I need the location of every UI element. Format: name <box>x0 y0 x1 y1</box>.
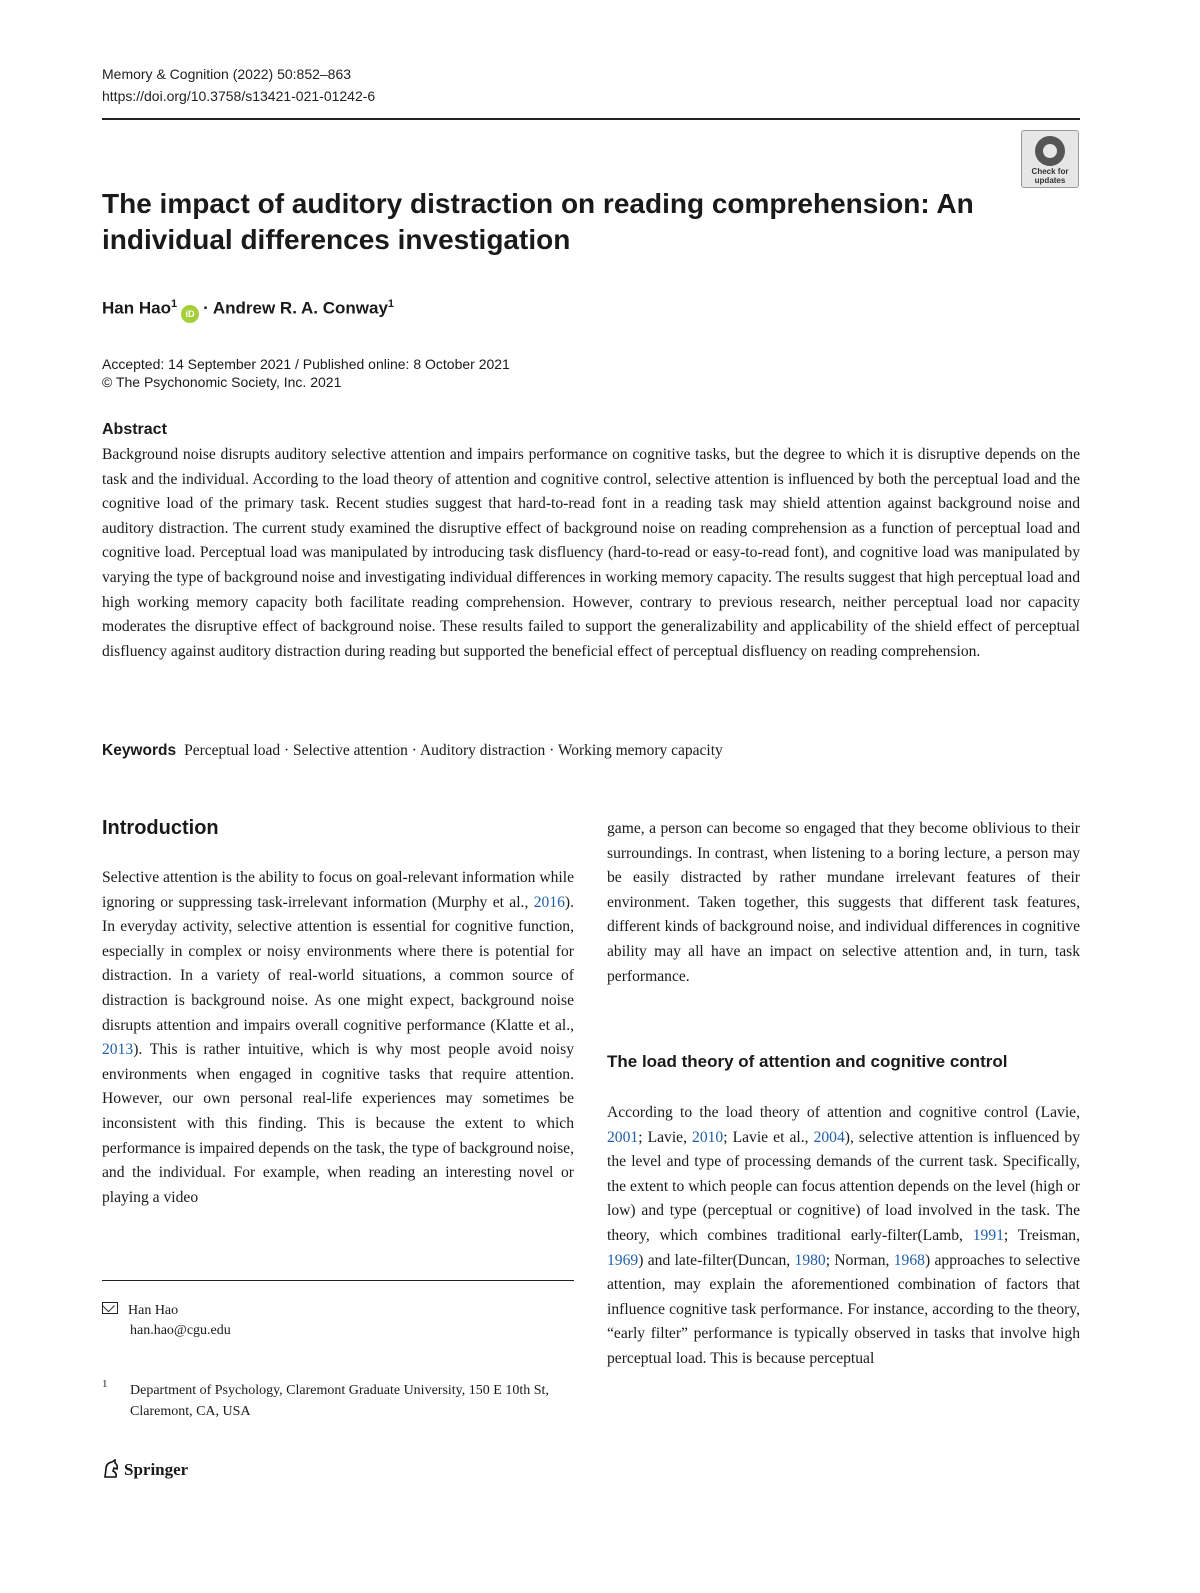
publisher-name: Springer <box>124 1460 189 1479</box>
section-heading-introduction: Introduction <box>102 817 219 839</box>
citation-link[interactable]: 2013 <box>102 1041 134 1059</box>
citation-link[interactable]: 1980 <box>794 1251 826 1269</box>
citation-link[interactable]: 1991 <box>972 1226 1004 1244</box>
crossmark-label: Check for updates <box>1031 167 1069 185</box>
doi-link[interactable]: https://doi.org/10.3758/s13421-021-01242-6 <box>102 88 376 104</box>
footnote-rule <box>102 1280 574 1281</box>
author-list <box>102 292 394 323</box>
author-name: Andrew R. A. Conway <box>212 298 388 318</box>
affiliation-number: 1 <box>102 1378 108 1390</box>
header-rule <box>102 118 1080 120</box>
keywords-label: Keywords <box>102 742 177 759</box>
section-heading-load-theory: The load theory of attention and cognitive control <box>607 1052 1008 1071</box>
text-run: ). This is rather intuitive, which is why most people avoid noisy environments when engaged in cognitive tasks that require attention. However, our own personal real-life experiences may sometimes be inconsistent with this finding. This is because the extent to which performance is impaired depends on the task, the type of background noise, and the individual. For example, when reading an interesting novel or playing a video <box>102 1041 574 1206</box>
publication-dates: Accepted: 14 September 2021 / Published online: 8 October 2021 <box>102 356 510 372</box>
introduction-text <box>102 866 574 1210</box>
keywords-line <box>102 740 723 762</box>
load-theory-text <box>607 1101 1080 1372</box>
text-run: ). In everyday activity, selective attention is essential for cognitive function, especially in complex or noisy environments where there is potential for distraction. In a variety of real-world situations, a common source of distraction is background noise. As one might expect, background noise disrupts attention and impairs overall cognitive performance (Klatte et al., <box>102 893 574 1034</box>
orcid-icon[interactable]: iD <box>181 305 199 323</box>
crossmark-icon <box>1035 136 1065 166</box>
affiliation-marker: 1 <box>170 298 178 310</box>
citation-link[interactable]: 1968 <box>893 1251 925 1269</box>
citation-link[interactable]: 1969 <box>607 1251 639 1269</box>
author-separator: · <box>203 298 209 318</box>
citation-link[interactable]: 2010 <box>692 1128 724 1146</box>
author-name: Han Hao <box>102 298 171 318</box>
keywords-list: Perceptual load · Selective attention · Auditory distraction · Working memory capacity <box>184 742 723 759</box>
affiliation-marker: 1 <box>387 298 395 310</box>
text-run: Selective attention is the ability to focus on goal-relevant information while ignoring or suppressing task-irrelevant information (Murphy et al., <box>102 869 575 911</box>
citation-link[interactable]: 2004 <box>813 1128 845 1146</box>
corresponding-author-name: Han Hao <box>128 1303 179 1318</box>
corresponding-author <box>102 1301 178 1321</box>
crossmark-badge[interactable] <box>1021 130 1079 188</box>
author-email[interactable]: han.hao@cgu.edu <box>130 1323 231 1338</box>
mail-icon <box>102 1302 118 1314</box>
text-run: ; Lavie et al., <box>723 1128 814 1146</box>
text-run: ; Lavie, <box>638 1128 693 1146</box>
text-run: ) approaches to selective attention, may explain the aforementioned combination of factors that influence cognitive task performance. For instance, according to the theory, “early filter” performance is typically observed in tasks that involve high perceptual load. This is because perceptual <box>607 1251 1080 1367</box>
text-run: ; Norman, <box>825 1251 894 1269</box>
text-run: ; Treisman, <box>1003 1226 1080 1244</box>
copyright-notice: © The Psychonomic Society, Inc. 2021 <box>102 374 342 390</box>
citation-link[interactable]: 2001 <box>607 1128 639 1146</box>
affiliation-text: Department of Psychology, Claremont Graduate University, 150 E 10th St, Claremont, CA, USA <box>130 1383 549 1419</box>
text-run: ), selective attention is influenced by the level and type of processing demands of the current task. Specifically, the extent to which people can focus attention depends on the level (high or low) and type (perceptual or cognitive) of load involved in the task. The theory, which combines traditional early-filter(Lamb, <box>607 1128 1081 1244</box>
text-run: ) and late-filter(Duncan, <box>638 1251 795 1269</box>
introduction-continuation: game, a person can become so engaged that they become oblivious to their surroundings. In contrast, when listening to a boring lecture, a person may be easily distracted by rather mundane irrelevant features of their environment. Taken together, this suggests that different task features, different kinds of background noise, and individual differences in cognitive ability may all have an impact on selective attention and, in turn, task performance. <box>607 820 1080 985</box>
springer-horse-icon <box>102 1459 120 1479</box>
text-run: According to the load theory of attention and cognitive control (Lavie, <box>607 1104 1080 1121</box>
abstract-text: Background noise disrupts auditory selective attention and impairs performance on cognitive tasks, but the degree to which it is disruptive depends on the task and the individual. According to the load theory of attention and cognitive control, selective attention is influenced by both the perceptual load and the cognitive load of the primary task. Recent studies suggest that hard-to-read font in a reading task may shield attention against background noise and auditory distraction. The current study examined the disruptive effect of background noise on reading comprehension as a function of perceptual load and cognitive load. Perceptual load was manipulated by introducing task disfluency (hard-to-read or easy-to-read font), and cognitive load was manipulated by varying the type of background noise and investigating individual differences in working memory capacity. The results suggest that high perceptual load and high working memory capacity both facilitate reading comprehension. However, contrary to previous research, neither perceptual load nor capacity moderates the disruptive effect of background noise. These results failed to support the generalizability and applicability of the shield effect of perceptual disfluency against auditory distraction during reading but supported the beneficial effect of perceptual disfluency on reading comprehension. <box>102 446 1080 660</box>
article-title: The impact of auditory distraction on reading comprehension: An individual differences investigation <box>102 188 974 255</box>
journal-citation: Memory & Cognition (2022) 50:852–863 <box>102 66 352 82</box>
abstract-heading: Abstract <box>102 421 167 438</box>
citation-link[interactable]: 2016 <box>533 893 565 911</box>
springer-logo <box>102 1458 188 1482</box>
